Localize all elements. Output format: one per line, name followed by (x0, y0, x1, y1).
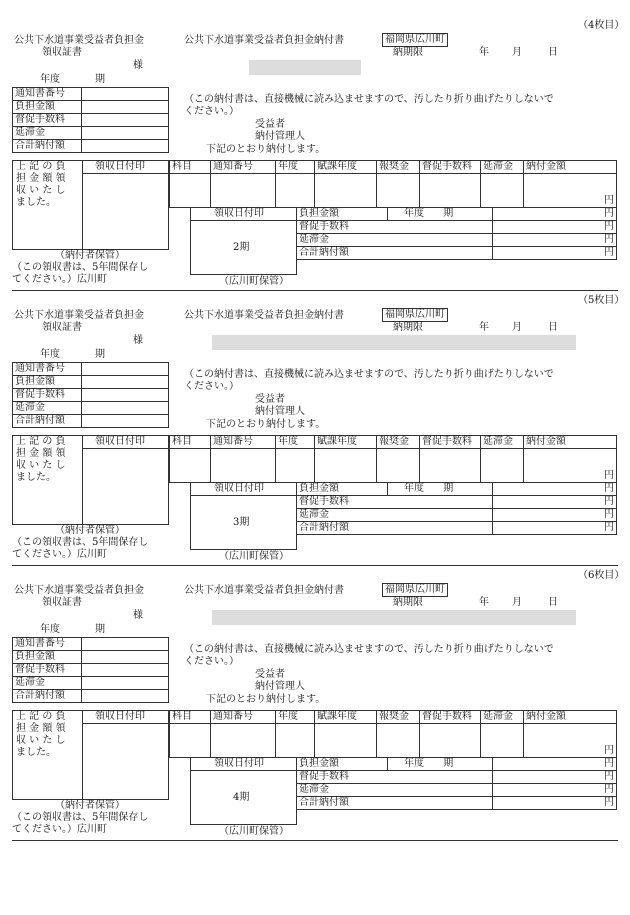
prefecture-box: 福岡県広川町 (382, 33, 448, 47)
received-text-1: 上 記 の 負 (16, 436, 66, 447)
column-header: 督促手数料 (420, 436, 481, 449)
yen-unit: 円 (524, 174, 617, 208)
receipt-row-label: 負担金額 (13, 101, 82, 114)
sama-label: 様 (133, 610, 143, 621)
lower-row-label: 督促手数料 (297, 771, 493, 784)
column-header: 賦課年度 (315, 161, 377, 174)
town-keep-label: （広川町保管） (219, 826, 289, 837)
keep-note-1: （この領収書は、5年間保存し (12, 262, 149, 273)
received-text-4: ました。 (16, 472, 56, 483)
redacted-field (212, 610, 576, 625)
ki-label: 期 (95, 74, 105, 85)
receipt-row-label: 通知書番号 (13, 88, 82, 101)
receipt-title: 公共下水道事業受益者負担金 (14, 35, 144, 46)
machine-note-2: ください。） (184, 106, 239, 117)
received-text-2: 担 金 額 領 (16, 448, 66, 459)
column-header: 科目 (170, 436, 211, 449)
payer-keep-label: （納付者保管） (55, 800, 125, 811)
column-header: 督促手数料 (420, 711, 481, 724)
column-header: 納付金額 (524, 161, 617, 174)
payment-manager-label: 納付管理人 (255, 406, 305, 417)
column-header: 賦課年度 (315, 711, 377, 724)
receipt-row-label: 延滞金 (13, 402, 82, 415)
lower-ki: 期 (443, 483, 454, 494)
yen-unit: 円 (493, 509, 617, 522)
lower-row-label: 延滞金 (297, 509, 493, 522)
yen-unit: 円 (524, 724, 617, 758)
ki-label: 期 (95, 624, 105, 635)
yen-unit: 円 (493, 784, 617, 797)
yen-unit: 円 (493, 758, 617, 771)
receipt-row-label: 通知書番号 (13, 638, 82, 651)
due-label: 納期限 (393, 597, 423, 608)
payment-columns-table (169, 160, 617, 208)
received-text-3: 収 い た し (16, 185, 66, 196)
yen-unit: 円 (493, 208, 617, 221)
receipt-row-label: 督促手数料 (13, 114, 82, 127)
payment-slip-sheet (0, 570, 630, 845)
received-text-3: 収 い た し (16, 735, 66, 746)
receipt-stamp-header: 領収日付印 (95, 711, 145, 722)
town-keep-label: （広川町保管） (219, 551, 289, 562)
payer-keep-label: （納付者保管） (55, 250, 125, 261)
lower-row-label: 延滞金 (297, 784, 493, 797)
sheet-divider (12, 565, 618, 566)
due-year: 年 (479, 322, 489, 333)
due-day: 日 (548, 597, 558, 608)
lower-row-label: 合計納付額 (297, 797, 493, 810)
due-year: 年 (479, 597, 489, 608)
yen-unit: 円 (493, 771, 617, 784)
pay-statement: 下記のとおり納付します。 (206, 419, 326, 430)
machine-note-2: ください。） (184, 656, 239, 667)
received-text-2: 担 金 額 領 (16, 173, 66, 184)
receipt-row-label: 延滞金 (13, 677, 82, 690)
period-label: 4期 (233, 792, 250, 803)
lower-nendo: 年度 (404, 483, 424, 494)
receipt-row-label: 合計納付額 (13, 690, 82, 703)
lower-stamp-label: 領収日付印 (214, 758, 264, 769)
yen-unit: 円 (493, 483, 617, 496)
receipt-amount-table (12, 637, 169, 703)
receipt-row-label: 負担金額 (13, 376, 82, 389)
column-header: 報奨金 (377, 161, 420, 174)
payment-slip-sheet (0, 295, 630, 570)
prefecture-box: 福岡県広川町 (382, 308, 448, 322)
due-month: 月 (512, 322, 522, 333)
payer-keep-label: （納付者保管） (55, 525, 125, 536)
payment-manager-label: 納付管理人 (255, 131, 305, 142)
lower-row-label: 延滞金 (297, 234, 493, 247)
received-text-1: 上 記 の 負 (16, 161, 66, 172)
receipt-amount-table (12, 362, 169, 428)
payment-columns-table (169, 435, 617, 483)
keep-note-1: （この領収書は、5年間保存し (12, 537, 149, 548)
lower-ki: 期 (443, 208, 454, 219)
ki-label: 期 (95, 349, 105, 360)
receipt-label: 領収証書 (42, 322, 82, 333)
receipt-row-label: 合計納付額 (13, 140, 82, 153)
pay-statement: 下記のとおり納付します。 (206, 144, 326, 155)
nendo-label: 年度 (40, 349, 60, 360)
beneficiary-label: 受益者 (255, 394, 285, 405)
column-header: 年度 (276, 711, 315, 724)
yen-unit: 円 (493, 522, 617, 535)
receipt-row-label: 負担金額 (13, 651, 82, 664)
lower-amount-table (296, 757, 617, 810)
column-header: 納付金額 (524, 711, 617, 724)
redacted-field (212, 335, 576, 350)
notice-title: 公共下水道事業受益者負担金納付書 (184, 35, 344, 46)
payment-manager-label: 納付管理人 (255, 681, 305, 692)
lower-row-label: 督促手数料 (297, 221, 493, 234)
notice-title: 公共下水道事業受益者負担金納付書 (184, 310, 344, 321)
keep-note-2: てください。）広川町 (12, 824, 107, 835)
receipt-title: 公共下水道事業受益者負担金 (14, 585, 144, 596)
town-keep-label: （広川町保管） (219, 276, 289, 287)
beneficiary-label: 受益者 (255, 119, 285, 130)
prefecture-box: 福岡県広川町 (382, 583, 448, 597)
sheet-divider (12, 290, 618, 291)
machine-note-1: （この納付書は、直接機械に読み込ませますので、汚したり折り曲げたりしないで (184, 94, 554, 105)
receipt-title: 公共下水道事業受益者負担金 (14, 310, 144, 321)
received-text-2: 担 金 額 領 (16, 723, 66, 734)
keep-note-1: （この領収書は、5年間保存し (12, 812, 149, 823)
lower-stamp-label: 領収日付印 (214, 208, 264, 219)
yen-unit: 円 (493, 496, 617, 509)
receipt-row-label: 通知書番号 (13, 363, 82, 376)
lower-amount-table (296, 482, 617, 535)
receipt-row-label: 督促手数料 (13, 389, 82, 402)
due-day: 日 (548, 47, 558, 58)
due-month: 月 (512, 597, 522, 608)
copy-number: （6枚目） (578, 570, 625, 581)
beneficiary-label: 受益者 (255, 669, 285, 680)
receipt-row-label: 督促手数料 (13, 664, 82, 677)
column-header: 延滞金 (481, 161, 524, 174)
lower-amount-table (296, 207, 617, 260)
lower-nendo: 年度 (404, 758, 424, 769)
column-header: 年度 (276, 161, 315, 174)
yen-unit: 円 (493, 234, 617, 247)
column-header: 通知番号 (211, 436, 276, 449)
lower-row-label: 負担金額 (297, 758, 388, 771)
lower-row-label: 合計納付額 (297, 247, 493, 260)
receipt-stamp-header: 領収日付印 (95, 161, 145, 172)
lower-ki: 期 (443, 758, 454, 769)
yen-unit: 円 (493, 797, 617, 810)
received-text-4: ました。 (16, 197, 56, 208)
sama-label: 様 (133, 335, 143, 346)
machine-note-1: （この納付書は、直接機械に読み込ませますので、汚したり折り曲げたりしないで (184, 369, 554, 380)
received-text-4: ました。 (16, 747, 56, 758)
due-day: 日 (548, 322, 558, 333)
copy-number: （5枚目） (578, 295, 625, 306)
column-header: 報奨金 (377, 711, 420, 724)
redacted-field (249, 60, 361, 75)
column-header: 科目 (170, 161, 211, 174)
lower-row-label: 合計納付額 (297, 522, 493, 535)
period-label: 3期 (233, 517, 250, 528)
payment-columns-table (169, 710, 617, 758)
due-month: 月 (512, 47, 522, 58)
notice-title: 公共下水道事業受益者負担金納付書 (184, 585, 344, 596)
keep-note-2: てください。）広川町 (12, 549, 107, 560)
column-header: 通知番号 (211, 711, 276, 724)
column-header: 報奨金 (377, 436, 420, 449)
receipt-stamp-header: 領収日付印 (95, 436, 145, 447)
column-header: 年度 (276, 436, 315, 449)
machine-note-2: ください。） (184, 381, 239, 392)
due-label: 納期限 (393, 322, 423, 333)
column-header: 督促手数料 (420, 161, 481, 174)
due-year: 年 (479, 47, 489, 58)
receipt-label: 領収証書 (42, 597, 82, 608)
lower-stamp-label: 領収日付印 (214, 483, 264, 494)
lower-row-label: 負担金額 (297, 208, 388, 221)
period-label: 2期 (233, 242, 250, 253)
copy-number: （4枚目） (578, 20, 625, 31)
lower-nendo: 年度 (404, 208, 424, 219)
receipt-row-label: 合計納付額 (13, 415, 82, 428)
yen-unit: 円 (524, 449, 617, 483)
payment-slip-sheet (0, 20, 630, 295)
column-header: 賦課年度 (315, 436, 377, 449)
machine-note-1: （この納付書は、直接機械に読み込ませますので、汚したり折り曲げたりしないで (184, 644, 554, 655)
lower-row-label: 負担金額 (297, 483, 388, 496)
nendo-label: 年度 (40, 624, 60, 635)
column-header: 納付金額 (524, 436, 617, 449)
nendo-label: 年度 (40, 74, 60, 85)
due-label: 納期限 (393, 47, 423, 58)
lower-row-label: 督促手数料 (297, 496, 493, 509)
sheet-divider (12, 840, 618, 841)
yen-unit: 円 (493, 247, 617, 260)
column-header: 通知番号 (211, 161, 276, 174)
received-text-1: 上 記 の 負 (16, 711, 66, 722)
receipt-label: 領収証書 (42, 47, 82, 58)
keep-note-2: てください。）広川町 (12, 274, 107, 285)
received-text-3: 収 い た し (16, 460, 66, 471)
receipt-amount-table (12, 87, 169, 153)
column-header: 延滞金 (481, 436, 524, 449)
receipt-row-label: 延滞金 (13, 127, 82, 140)
column-header: 延滞金 (481, 711, 524, 724)
yen-unit: 円 (493, 221, 617, 234)
column-header: 科目 (170, 711, 211, 724)
sama-label: 様 (133, 60, 143, 71)
pay-statement: 下記のとおり納付します。 (206, 694, 326, 705)
